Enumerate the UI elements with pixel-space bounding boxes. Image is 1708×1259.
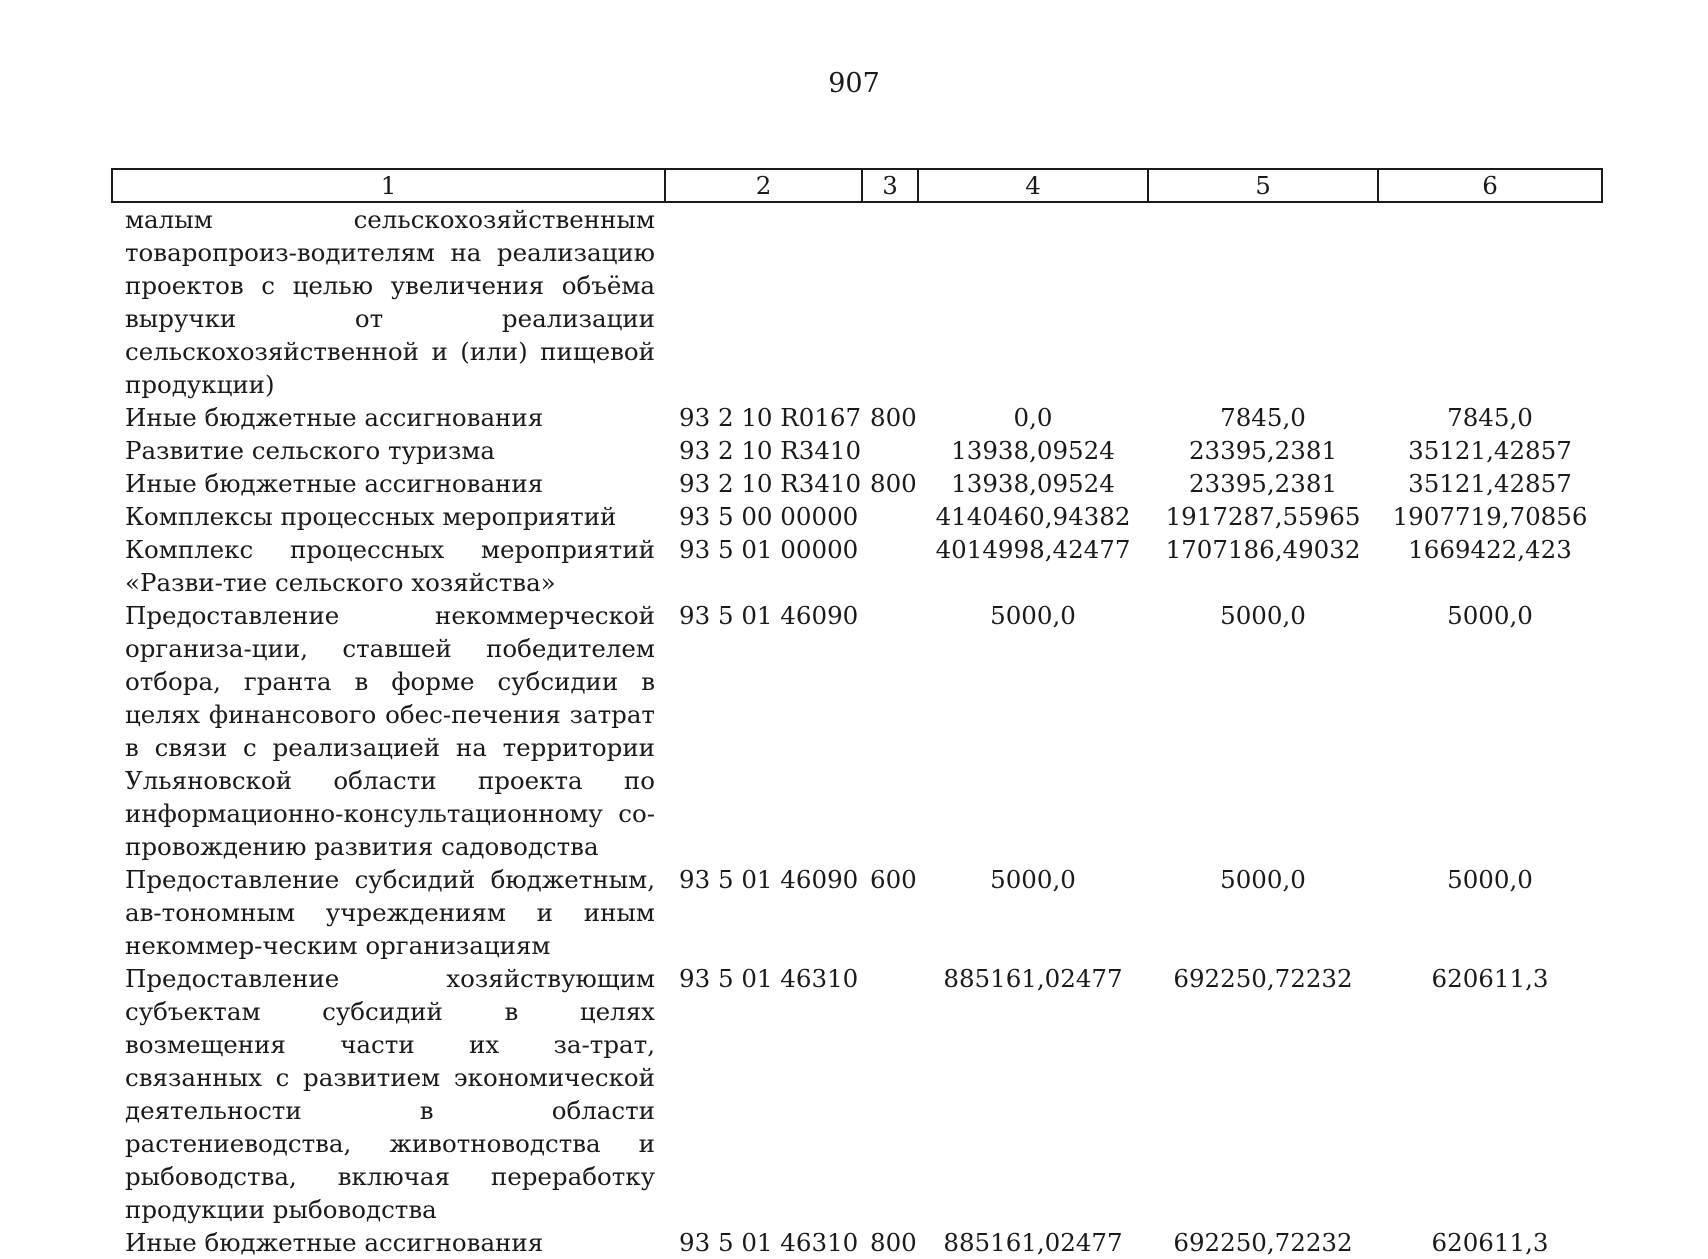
row-value-6: 35121,42857 [1408,469,1572,498]
row-value-6: 35121,42857 [1408,436,1572,465]
row-type [862,434,918,467]
row-value-6: 620611,3 [1431,964,1549,993]
row-code: 93 2 10 R3410 [679,436,862,465]
row-value-4: 0,0 [1013,403,1053,432]
row-type [862,962,918,1226]
column-header-4: 4 [918,169,1148,202]
row-type [862,500,918,533]
table-body [112,202,1602,1259]
row-code: 93 5 01 46310 [679,1228,859,1257]
row-code [665,202,862,401]
column-header-6: 6 [1378,169,1602,202]
row-code: 93 5 01 00000 [679,535,859,564]
row-type: 800 [870,403,917,432]
row-value-4: 4014998,42477 [935,535,1131,564]
row-name: Иные бюджетные ассигнования [125,1228,544,1257]
page-number: 907 [828,68,880,99]
row-value-6: 7845,0 [1447,403,1533,432]
row-name: малым сельскохозяйственным товаропроиз-водителям на реализацию проектов с целью увеличения объёма выручки от реализации сельскохозяйственной и (или) пищевой продукции) [125,205,655,399]
row-value-5: 692250,72232 [1173,1228,1353,1257]
row-value-6: 1907719,70856 [1392,502,1588,531]
table-row [112,434,1602,467]
row-value-4: 885161,02477 [943,1228,1123,1257]
table-row [112,599,1602,863]
row-type: 800 [870,1228,917,1257]
row-value-5 [1148,202,1378,401]
row-code: 93 5 00 00000 [679,502,859,531]
row-value-4: 5000,0 [990,601,1076,630]
column-header-1: 1 [112,169,665,202]
column-header-5: 5 [1148,169,1378,202]
row-value-5: 7845,0 [1220,403,1306,432]
row-value-4: 5000,0 [990,865,1076,894]
row-value-6: 1669422,423 [1408,535,1572,564]
table-header [112,169,1602,202]
row-value-4 [918,202,1148,401]
row-value-5: 1707186,49032 [1165,535,1361,564]
row-name: Иные бюджетные ассигнования [125,403,544,432]
row-name: Предоставление субсидий бюджетным, ав-тономным учреждениям и иным некоммер-ческим организациям [125,865,655,960]
table-row [112,863,1602,962]
row-code: 93 2 10 R0167 [679,403,862,432]
column-header-3: 3 [862,169,918,202]
table-row [112,467,1602,500]
row-value-5: 1917287,55965 [1165,502,1361,531]
row-name: Развитие сельского туризма [125,436,496,465]
table-row [112,202,1602,401]
table-row [112,962,1602,1226]
row-type: 800 [870,469,917,498]
budget-table [111,168,1603,1259]
row-name: Комплекс процессных мероприятий «Разви-тие сельского хозяйства» [125,535,655,597]
row-code: 93 2 10 R3410 [679,469,862,498]
row-code: 93 5 01 46310 [679,964,859,993]
row-name: Иные бюджетные ассигнования [125,469,544,498]
header-row [112,169,1602,202]
row-value-5: 692250,72232 [1173,964,1353,993]
row-value-4: 885161,02477 [943,964,1123,993]
row-value-5: 23395,2381 [1188,436,1338,465]
row-value-6 [1378,202,1602,401]
row-value-5: 23395,2381 [1188,469,1338,498]
table-row [112,401,1602,434]
table-row [112,1226,1602,1259]
row-type [862,599,918,863]
row-name: Предоставление хозяйствующим субъектам субсидий в целях возмещения части их за-трат, связанных с развитием экономической деятельности в области растениеводства, животноводства и рыбоводства, включая переработку продукции рыбоводства [125,964,655,1224]
row-value-4: 13938,09524 [951,436,1115,465]
table-row [112,500,1602,533]
row-code: 93 5 01 46090 [679,601,859,630]
row-code: 93 5 01 46090 [679,865,859,894]
row-type: 600 [870,865,917,894]
table-row [112,533,1602,599]
row-name: Комплексы процессных мероприятий [125,502,617,531]
row-value-5: 5000,0 [1220,865,1306,894]
row-type [862,533,918,599]
row-value-5: 5000,0 [1220,601,1306,630]
row-value-6: 620611,3 [1431,1228,1549,1257]
row-value-6: 5000,0 [1447,601,1533,630]
row-value-4: 4140460,94382 [935,502,1131,531]
row-value-4: 13938,09524 [951,469,1115,498]
row-type [862,202,918,401]
row-value-6: 5000,0 [1447,865,1533,894]
row-name: Предоставление некоммерческой организа-ции, ставшей победителем отбора, гранта в форме субсидии в целях финансового обес-печения затрат в связи с реализацией на территории Ульяновской области проекта по информационно-консультационному со-провождению развития садоводства [125,601,655,861]
column-header-2: 2 [665,169,862,202]
